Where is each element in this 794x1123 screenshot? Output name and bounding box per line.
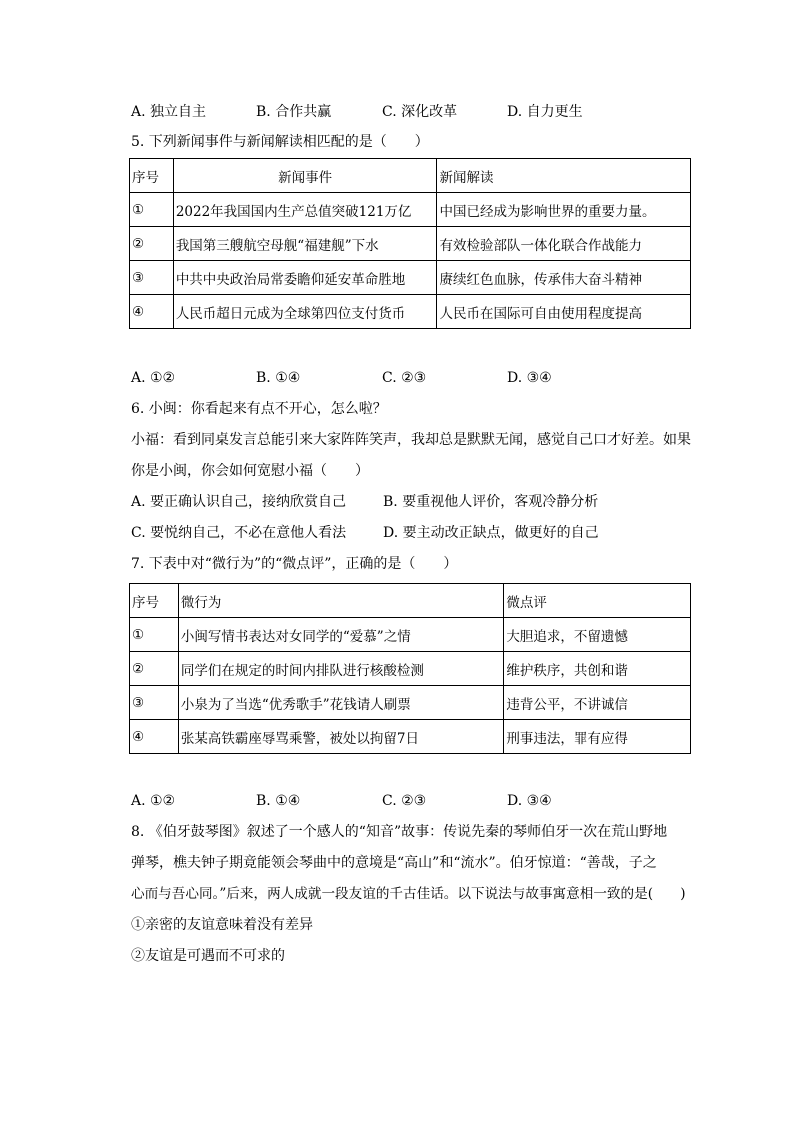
table-cell: 人民币在国际可自由使用程度提高 <box>437 295 691 329</box>
q7-table <box>129 583 691 754</box>
table-cell: ② <box>130 652 179 686</box>
q5-option-a: A. ①② <box>131 370 176 386</box>
q6-line3: 你是小闽，你会如何宽慰小福（ ） <box>131 463 369 479</box>
q6-option-c: C. 要悦纳自己，不必在意他人看法 <box>131 525 347 541</box>
table-cell: 违背公平，不讲诚信 <box>504 686 691 720</box>
table-row <box>130 686 691 720</box>
table-row <box>130 227 691 261</box>
q8-stem-line2: 弹琴，樵夫钟子期竟能领会琴曲中的意境是“高山”和“流水”。伯牙惊道：“善哉，子之 <box>131 855 657 871</box>
table-cell: 小泉为了当选“优秀歌手”花钱请人刷票 <box>178 686 503 720</box>
table-cell: ① <box>130 618 179 652</box>
table-cell: 有效检验部队一体化联合作战能力 <box>437 227 691 261</box>
table-cell: 人民币超日元成为全球第四位支付货币 <box>173 295 437 329</box>
table-cell: ③ <box>130 261 174 295</box>
table-cell: 中国已经成为影响世界的重要力量。 <box>437 193 691 227</box>
table-cell: ③ <box>130 686 179 720</box>
q5-option-d: D. ③④ <box>507 370 552 386</box>
table-cell: 维护秩序，共创和谐 <box>504 652 691 686</box>
table-row <box>130 652 691 686</box>
table-cell: ④ <box>130 720 179 754</box>
table-cell: 刑事违法，罪有应得 <box>504 720 691 754</box>
table-row <box>130 618 691 652</box>
table-cell: 微点评 <box>504 584 691 618</box>
q5-stem: 5. 下列新闻事件与新闻解读相匹配的是（ ） <box>131 134 429 150</box>
table-row <box>130 193 691 227</box>
q5-table <box>129 158 691 329</box>
q6-line2: 小福：看到同桌发言总能引来大家阵阵笑声，我却总是默默无闻，感觉自己口才好差。如果 <box>131 432 691 448</box>
q6-option-b: B. 要重视他人评价，客观冷静分析 <box>383 494 599 510</box>
table-cell: 大胆追求，不留遗憾 <box>504 618 691 652</box>
q8-item-1: ①亲密的友谊意味着没有差异 <box>131 917 313 933</box>
q7-option-a: A. ①② <box>131 793 176 809</box>
q5-option-c: C. ②③ <box>382 370 427 386</box>
table-row <box>130 261 691 295</box>
table-cell: ① <box>130 193 174 227</box>
table-cell: 中共中央政治局常委瞻仰延安革命胜地 <box>173 261 437 295</box>
q8-item-2: ②友谊是可遇而不可求的 <box>131 948 285 964</box>
q4-option-b: B. 合作共赢 <box>256 104 332 120</box>
table-cell: 序号 <box>130 159 174 193</box>
q8-stem-line1: 8. 《伯牙鼓琴图》叙述了一个感人的“知音”故事：传说先秦的琴师伯牙一次在荒山野地 <box>131 824 668 840</box>
table-header-row <box>130 584 691 618</box>
table-cell: 同学们在规定的时间内排队进行核酸检测 <box>178 652 503 686</box>
table-cell: ② <box>130 227 174 261</box>
table-cell: 新闻解读 <box>437 159 691 193</box>
q5-options <box>131 368 691 388</box>
table-cell: 序号 <box>130 584 179 618</box>
table-cell: 新闻事件 <box>173 159 437 193</box>
q7-option-b: B. ①④ <box>256 793 301 809</box>
q4-option-c: C. 深化改革 <box>382 104 458 120</box>
q7-stem: 7. 下表中对“微行为”的“微点评”，正确的是（ ） <box>131 556 458 572</box>
q4-option-d: D. 自力更生 <box>507 104 583 120</box>
table-header-row <box>130 159 691 193</box>
q6-option-a: A. 要正确认识自己，接纳欣赏自己 <box>131 494 347 510</box>
q6-stem: 6. 小闽：你看起来有点不开心，怎么啦？ <box>131 401 387 417</box>
q6-options-row1 <box>131 492 691 512</box>
table-cell: 赓续红色血脉，传承伟大奋斗精神 <box>437 261 691 295</box>
q8-stem-line3: 心而与吾心同。”后来，两人成就一段友谊的千古佳话。以下说法与故事寓意相一致的是( ) <box>131 886 686 902</box>
q4-options <box>131 102 691 122</box>
q4-option-a: A. 独立自主 <box>131 104 207 120</box>
q5-option-b: B. ①④ <box>256 370 301 386</box>
q6-option-d: D. 要主动改正缺点，做更好的自己 <box>383 525 599 541</box>
table-cell: 2022年我国国内生产总值突破121万亿 <box>173 193 437 227</box>
table-cell: ④ <box>130 295 174 329</box>
table-cell: 微行为 <box>178 584 503 618</box>
table-row <box>130 295 691 329</box>
table-cell: 我国第三艘航空母舰“福建舰”下水 <box>173 227 437 261</box>
table-cell: 小闽写情书表达对女同学的“爱慕”之情 <box>178 618 503 652</box>
q7-option-d: D. ③④ <box>507 793 552 809</box>
table-row <box>130 720 691 754</box>
q7-options <box>131 791 691 811</box>
table-cell: 张某高铁霸座辱骂乘警，被处以拘留7日 <box>178 720 503 754</box>
q6-options-row2 <box>131 523 691 543</box>
q7-option-c: C. ②③ <box>382 793 427 809</box>
